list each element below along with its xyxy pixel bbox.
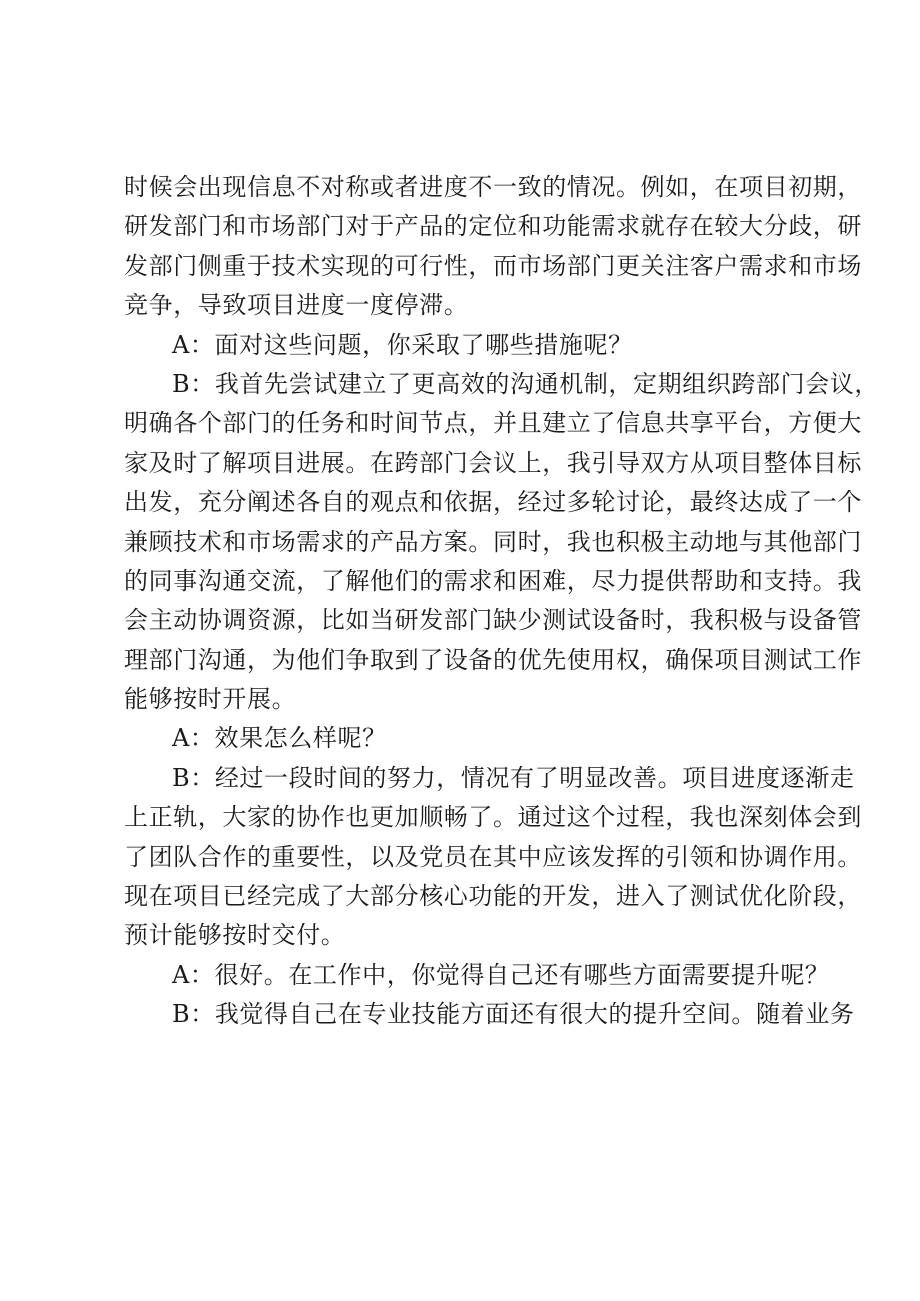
- answer-measures-line-4: 出发，充分阐述各自的观点和依据，经过多轮讨论，最终达成了一个: [124, 488, 862, 517]
- answer-measures-line-7: 会主动协调资源，比如当研发部门缺少测试设备时，我积极与设备管: [124, 606, 862, 635]
- answer-improvement-line-1: B：我觉得自己在专业技能方面还有很大的提升空间。随着业务: [172, 1000, 855, 1029]
- document-body: [124, 168, 880, 1035]
- question-measures: A：面对这些问题，你采取了哪些措施呢？: [172, 330, 633, 359]
- answer-measures-line-1: B：我首先尝试建立了更高效的沟通机制，定期组织跨部门会议，: [172, 369, 880, 398]
- answer-effect-line-5: 预计能够按时交付。: [124, 921, 346, 950]
- paragraph-1-line-1: 时候会出现信息不对称或者进度不一致的情况。例如，在项目初期，: [124, 173, 862, 201]
- answer-measures-line-3: 家及时了解项目进展。在跨部门会议上，我引导双方从项目整体目标: [124, 448, 862, 477]
- paragraph-1-line-4: 竞争，导致项目进度一度停滞。: [124, 291, 469, 320]
- answer-measures-line-2: 明确各个部门的任务和时间节点，并且建立了信息共享平台，方便大: [124, 409, 862, 438]
- answer-effect-line-3: 了团队合作的重要性，以及党员在其中应该发挥的引领和协调作用。: [124, 842, 862, 871]
- question-improvement: A：很好。在工作中，你觉得自己还有哪些方面需要提升呢？: [172, 960, 830, 989]
- question-effect: A：效果怎么样呢？: [172, 724, 387, 753]
- answer-measures-line-8: 理部门沟通，为他们争取到了设备的优先使用权，确保项目测试工作: [124, 645, 862, 674]
- answer-measures-line-5: 兼顾技术和市场需求的产品方案。同时，我也积极主动地与其他部门: [124, 527, 862, 556]
- answer-measures-line-9: 能够按时开展。: [124, 685, 297, 714]
- paragraph-1-line-2: 研发部门和市场部门对于产品的定位和功能需求就存在较大分歧，研: [124, 212, 862, 241]
- answer-effect-line-1: B：经过一段时间的努力，情况有了明显改善。项目进度逐渐走: [172, 763, 855, 792]
- paragraph-1-line-3: 发部门侧重于技术实现的可行性，而市场部门更关注客户需求和市场: [124, 251, 862, 280]
- answer-effect-line-2: 上正轨，大家的协作也更加顺畅了。通过这个过程，我也深刻体会到: [124, 803, 862, 832]
- answer-effect-line-4: 现在项目已经完成了大部分核心功能的开发，进入了测试优化阶段，: [124, 882, 862, 911]
- answer-measures-line-6: 的同事沟通交流，了解他们的需求和困难，尽力提供帮助和支持。我: [124, 566, 862, 595]
